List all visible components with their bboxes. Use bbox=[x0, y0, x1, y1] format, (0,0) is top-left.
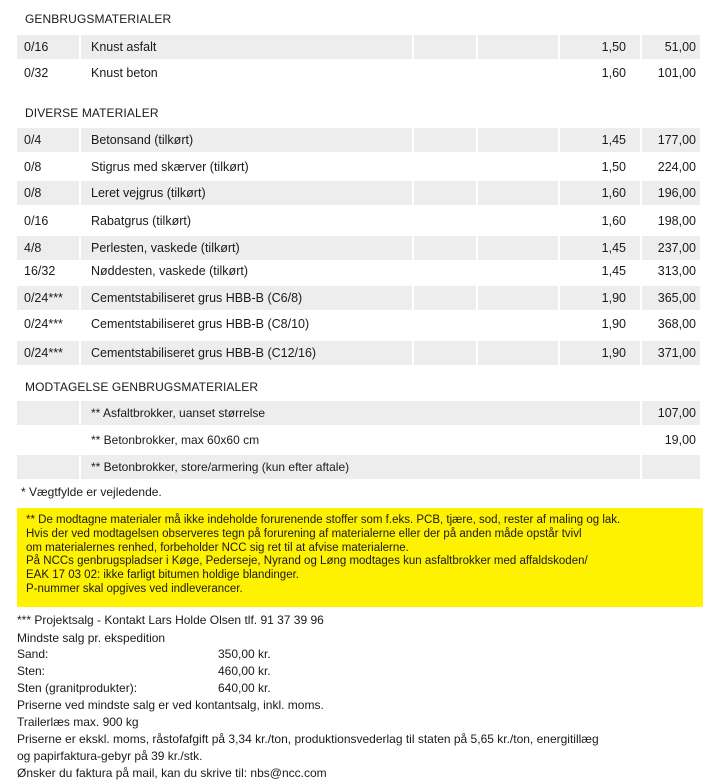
material-name: Cementstabiliseret grus HBB-B (C8/10) bbox=[91, 317, 310, 331]
empty-cell bbox=[414, 128, 476, 152]
empty-cell bbox=[414, 61, 476, 85]
project-sales-contact: *** Projektsalg - Kontakt Lars Holde Olsen tlf. 91 37 39 96 bbox=[17, 613, 324, 627]
section-title-recycled: GENBRUGSMATERIALER bbox=[25, 12, 172, 26]
code-cell: 0/8 bbox=[24, 160, 42, 174]
code-cell: 0/32 bbox=[24, 66, 49, 80]
notice-line: P-nummer skal opgives ved indleverancer. bbox=[26, 582, 243, 595]
density-cell: 1,45 bbox=[560, 128, 640, 152]
section-title-misc: DIVERSE MATERIALER bbox=[25, 106, 159, 120]
code-cell: 0/8 bbox=[17, 181, 79, 205]
material-name: ** Betonbrokker, store/armering (kun efter aftale) bbox=[81, 455, 640, 479]
density-cell: 1,45 bbox=[560, 236, 640, 260]
price-cell: 368,00 bbox=[657, 317, 696, 331]
empty-cell bbox=[414, 236, 476, 260]
min-sale-label: Sten: bbox=[17, 664, 46, 678]
empty-cell bbox=[414, 312, 476, 336]
density-cell: 1,60 bbox=[560, 181, 640, 205]
density-footnote: * Vægtfylde er vejledende. bbox=[21, 485, 162, 499]
table-row bbox=[17, 209, 700, 233]
material-name: Knust asfalt bbox=[81, 35, 412, 59]
empty-cell bbox=[414, 341, 476, 365]
density-cell: 1,50 bbox=[601, 160, 626, 174]
empty-cell bbox=[414, 259, 476, 283]
table-row bbox=[17, 312, 700, 336]
material-name: Perlesten, vaskede (tilkørt) bbox=[81, 236, 412, 260]
material-name: Cementstabiliseret grus HBB-B (C6/8) bbox=[81, 286, 412, 310]
table-row bbox=[17, 259, 700, 283]
density-cell: 1,90 bbox=[601, 317, 626, 331]
invoice-email-note: Ønsker du faktura på mail, kan du skrive til: nbs@ncc.com bbox=[17, 766, 327, 780]
price-cell: 237,00 bbox=[642, 236, 700, 260]
material-name: Nøddesten, vaskede (tilkørt) bbox=[91, 264, 248, 278]
density-cell: 1,90 bbox=[560, 286, 640, 310]
notice-box bbox=[17, 508, 703, 607]
density-cell: 1,50 bbox=[560, 35, 640, 59]
price-cell bbox=[642, 455, 700, 479]
min-sale-label: Sten (granitprodukter): bbox=[17, 681, 138, 695]
code-cell: 16/32 bbox=[24, 264, 56, 278]
table-row bbox=[17, 341, 700, 365]
material-name: ** Betonbrokker, max 60x60 cm bbox=[91, 433, 260, 447]
empty-cell bbox=[478, 35, 558, 59]
min-sale-label: Sand: bbox=[17, 647, 49, 661]
table-row bbox=[17, 401, 700, 425]
notice-line: EAK 17 03 02: ikke farligt bitumen holdige blandinger. bbox=[26, 569, 299, 582]
cash-sale-note: Priserne ved mindste salg er ved kontantsalg, inkl. moms. bbox=[17, 698, 324, 712]
min-sale-value: 460,00 kr. bbox=[218, 664, 271, 678]
code-cell bbox=[17, 428, 79, 452]
table-row bbox=[17, 155, 700, 179]
table-row bbox=[17, 61, 700, 85]
material-name: Betonsand (tilkørt) bbox=[81, 128, 412, 152]
empty-cell bbox=[478, 259, 558, 283]
material-name: Leret vejgrus (tilkørt) bbox=[81, 181, 412, 205]
code-cell: 0/16 bbox=[17, 35, 79, 59]
excl-vat-note-cont: og papirfaktura-gebyr på 39 kr./stk. bbox=[17, 749, 203, 763]
code-cell: 0/24*** bbox=[17, 286, 79, 310]
material-name: Knust beton bbox=[91, 66, 158, 80]
table-row bbox=[17, 236, 700, 260]
table-row bbox=[17, 181, 700, 205]
price-cell: 196,00 bbox=[642, 181, 700, 205]
table-row bbox=[17, 35, 700, 59]
trailer-limit: Trailerlæs max. 900 kg bbox=[17, 715, 139, 729]
min-sale-value: 640,00 kr. bbox=[218, 681, 271, 695]
price-cell: 51,00 bbox=[642, 35, 700, 59]
price-cell: 371,00 bbox=[642, 341, 700, 365]
material-name: ** Asfaltbrokker, uanset størrelse bbox=[81, 401, 640, 425]
empty-cell bbox=[478, 312, 558, 336]
empty-cell bbox=[478, 128, 558, 152]
material-name: Cementstabiliseret grus HBB-B (C12/16) bbox=[81, 341, 412, 365]
density-cell: 1,90 bbox=[560, 341, 640, 365]
material-name: Stigrus med skærver (tilkørt) bbox=[91, 160, 249, 174]
empty-cell bbox=[414, 209, 476, 233]
table-row bbox=[17, 128, 700, 152]
notice-line: om materialernes renhed, forbeholder NCC sig ret til at afvise materialerne. bbox=[26, 541, 409, 554]
table-row bbox=[17, 286, 700, 310]
empty-cell bbox=[478, 181, 558, 205]
empty-cell bbox=[414, 181, 476, 205]
density-cell: 1,45 bbox=[601, 264, 626, 278]
price-cell: 177,00 bbox=[642, 128, 700, 152]
price-cell: 107,00 bbox=[642, 401, 700, 425]
code-cell bbox=[17, 401, 79, 425]
section-title-receiving: MODTAGELSE GENBRUGSMATERIALER bbox=[25, 380, 259, 394]
empty-cell bbox=[478, 286, 558, 310]
price-cell: 101,00 bbox=[657, 66, 696, 80]
code-cell: 0/24*** bbox=[24, 317, 63, 331]
price-cell: 313,00 bbox=[657, 264, 696, 278]
table-row bbox=[17, 428, 700, 452]
notice-line: På NCCs genbrugspladser i Køge, Pederseje, Nyrand og Løng modtages kun asfaltbrokker med affaldskoden/ bbox=[26, 555, 588, 568]
code-cell: 0/4 bbox=[17, 128, 79, 152]
material-name: Rabatgrus (tilkørt) bbox=[91, 214, 192, 228]
empty-cell bbox=[414, 155, 476, 179]
notice-line: ** De modtagne materialer må ikke indeholde forurenende stoffer som f.eks. PCB, tjære, sod, rester af maling og lak. bbox=[26, 514, 621, 526]
price-cell: 198,00 bbox=[657, 214, 696, 228]
code-cell bbox=[17, 455, 79, 479]
min-sale-title: Mindste salg pr. ekspedition bbox=[17, 631, 166, 645]
price-cell: 224,00 bbox=[657, 160, 696, 174]
empty-cell bbox=[414, 286, 476, 310]
empty-cell bbox=[478, 61, 558, 85]
code-cell: 4/8 bbox=[17, 236, 79, 260]
empty-cell bbox=[478, 341, 558, 365]
table-row bbox=[17, 455, 700, 479]
density-cell: 1,60 bbox=[601, 66, 626, 80]
empty-cell bbox=[478, 155, 558, 179]
empty-cell bbox=[478, 209, 558, 233]
code-cell: 0/16 bbox=[24, 214, 49, 228]
excl-vat-note: Priserne er ekskl. moms, råstofafgift på 3,34 kr./ton, produktionsvederlag til staten på 5,65 kr./ton, energitillæg bbox=[17, 732, 599, 746]
min-sale-value: 350,00 kr. bbox=[218, 647, 271, 661]
empty-cell bbox=[414, 35, 476, 59]
price-cell: 19,00 bbox=[664, 433, 696, 447]
price-cell: 365,00 bbox=[642, 286, 700, 310]
notice-line: Hvis der ved modtagelsen observeres tegn på forurening af materialerne eller der på anden måde opstår tvivl bbox=[26, 527, 582, 540]
empty-cell bbox=[478, 236, 558, 260]
code-cell: 0/24*** bbox=[17, 341, 79, 365]
density-cell: 1,60 bbox=[601, 214, 626, 228]
